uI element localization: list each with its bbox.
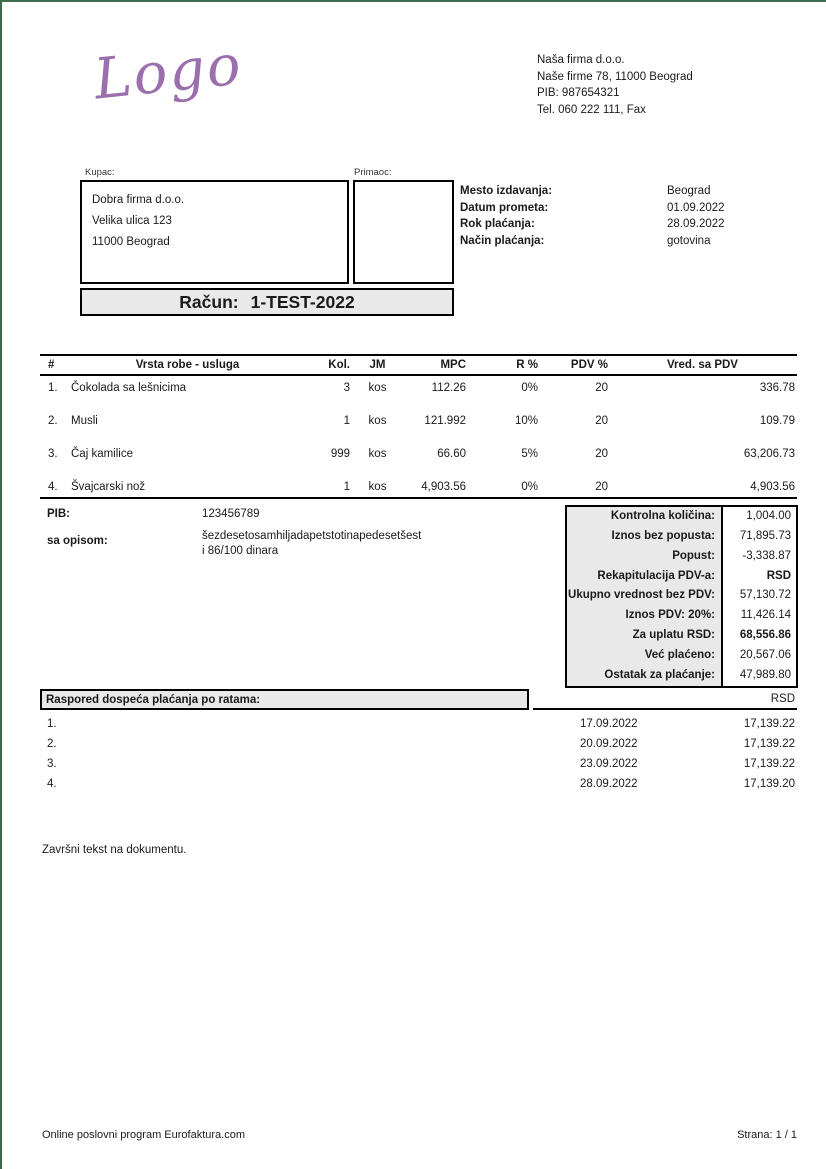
installment-num: 3.	[47, 758, 57, 770]
item-name: Čaj kamilice	[71, 448, 133, 460]
meta-value: 01.09.2022	[667, 201, 725, 214]
meta-label: Mesto izdavanja:	[460, 185, 553, 197]
summary-value: RSD	[723, 567, 796, 587]
summary-value: 20,567.06	[723, 646, 796, 666]
installments-currency: RSD	[770, 693, 795, 705]
item-unit: kos	[368, 382, 387, 394]
buyer-box	[80, 180, 349, 284]
invoice-title-bar	[80, 288, 454, 316]
col-name-header: Vrsta robe - usluga	[135, 359, 240, 371]
item-rebate: 0%	[521, 481, 538, 493]
buyer-pib-label: PIB:	[47, 508, 70, 520]
item-vat: 20	[595, 382, 608, 394]
item-num: 2.	[48, 415, 58, 427]
installment-date: 20.09.2022	[580, 738, 638, 750]
item-rebate: 0%	[521, 382, 538, 394]
col-num-header: #	[48, 359, 55, 371]
meta-value: Beograd	[667, 185, 711, 197]
invoice-number: 1-TEST-2022	[250, 291, 355, 312]
installment-row	[40, 774, 797, 794]
items-table	[40, 354, 797, 508]
company-logo: Logo	[91, 32, 246, 113]
items-table-bottom-rule	[40, 497, 797, 499]
installment-num: 2.	[47, 738, 57, 750]
item-row	[40, 475, 797, 508]
summary-label: Ukupno vrednost bez PDV:	[567, 586, 723, 606]
summary-value: -3,338.87	[723, 547, 796, 567]
installment-row	[40, 714, 797, 734]
item-unit: kos	[368, 481, 387, 493]
installments-header-label: Raspored dospeća plaćanja po ratama:	[46, 693, 261, 706]
item-row	[40, 376, 797, 409]
summary-label: Kontrolna količina:	[567, 507, 723, 527]
meta-row	[460, 200, 725, 217]
item-total: 336.78	[759, 382, 795, 394]
summary-label: Za uplatu RSD:	[567, 626, 723, 646]
col-vat-header: PDV %	[570, 359, 608, 371]
item-num: 1.	[48, 382, 58, 394]
summary-label: Iznos bez popusta:	[567, 527, 723, 547]
amount-in-words-value	[202, 529, 421, 558]
item-qty: 1	[343, 415, 350, 427]
item-qty: 999	[330, 448, 350, 460]
issuer-company-block	[537, 52, 693, 118]
installment-date: 23.09.2022	[580, 758, 638, 770]
item-unit: kos	[368, 448, 387, 460]
buyer-name: Dobra firma d.o.o.	[92, 194, 185, 206]
item-price: 121.992	[424, 415, 466, 427]
issuer-tel: Tel. 060 222 111, Fax	[537, 103, 646, 116]
meta-row	[460, 183, 725, 200]
summary-value: 57,130.72	[723, 586, 796, 606]
recipient-box	[353, 180, 454, 284]
item-row	[40, 442, 797, 475]
installments-currency-rule	[533, 708, 797, 710]
closing-text: Završni tekst na dokumentu.	[42, 844, 187, 856]
summary-label: Iznos PDV: 20%:	[567, 606, 723, 626]
item-qty: 1	[343, 481, 350, 493]
installments-header-box	[40, 689, 529, 710]
item-rebate: 5%	[521, 448, 538, 460]
summary-label: Popust:	[567, 547, 723, 567]
summary-value: 68,556.86	[723, 626, 796, 646]
item-vat: 20	[595, 481, 608, 493]
meta-value: gotovina	[667, 234, 711, 247]
col-jm-header: JM	[369, 359, 386, 371]
meta-row	[460, 233, 725, 250]
item-total: 63,206.73	[743, 448, 795, 460]
totals-summary-box	[565, 505, 798, 688]
primaoc-label: Primaoc:	[354, 167, 392, 178]
item-qty: 3	[343, 382, 350, 394]
installment-amount: 17,139.22	[743, 738, 795, 750]
item-price: 112.26	[431, 382, 466, 394]
item-rebate: 10%	[514, 415, 538, 427]
summary-value: 11,426.14	[723, 606, 796, 626]
invoice-meta	[460, 183, 725, 249]
meta-label: Rok plaćanja:	[460, 218, 535, 230]
buyer-street: Velika ulica 123	[92, 215, 172, 227]
installment-amount: 17,139.22	[743, 758, 795, 770]
invoice-title-label: Račun:	[179, 291, 239, 312]
installment-num: 4.	[47, 778, 57, 790]
col-total-header: Vred. sa PDV	[667, 359, 738, 371]
col-mpc-header: MPC	[440, 359, 466, 371]
meta-value: 28.09.2022	[667, 218, 725, 230]
installment-row	[40, 754, 797, 774]
summary-value: 1,004.00	[723, 507, 796, 527]
item-vat: 20	[595, 415, 608, 427]
items-table-header	[40, 354, 797, 376]
installment-row	[40, 734, 797, 754]
amount-in-words-line1: šezdesetosamhiljadapetstotinapedesetšest	[202, 530, 422, 542]
item-total: 4,903.56	[750, 481, 795, 493]
summary-value: 47,989.80	[723, 666, 796, 686]
issuer-name: Naša firma d.o.o.	[537, 54, 625, 66]
item-unit: kos	[368, 415, 387, 427]
installment-amount: 17,139.20	[743, 778, 795, 790]
summary-label: Rekapitulacija PDV-a:	[567, 567, 723, 587]
installment-num: 1.	[47, 718, 57, 730]
item-num: 4.	[48, 481, 58, 493]
installments-list	[40, 714, 797, 794]
issuer-address: Naše firme 78, 11000 Beograd	[537, 70, 693, 83]
summary-value: 71,895.73	[723, 527, 796, 547]
amount-in-words-label: sa opisom:	[47, 535, 108, 547]
installment-date: 17.09.2022	[580, 718, 638, 730]
item-price: 66.60	[437, 448, 466, 460]
footer-page-number: Strana: 1 / 1	[737, 1129, 797, 1141]
item-name: Švajcarski nož	[71, 481, 146, 493]
meta-label: Način plaćanja:	[460, 234, 545, 247]
item-name: Čokolada sa lešnicima	[71, 382, 187, 394]
buyer-pib-value: 123456789	[202, 508, 260, 520]
col-qty-header: Kol.	[328, 359, 350, 371]
summary-label: Već plaćeno:	[567, 646, 723, 666]
installment-date: 28.09.2022	[580, 778, 638, 790]
kupac-label: Kupac:	[85, 167, 115, 178]
item-price: 4,903.56	[421, 481, 466, 493]
meta-label: Datum prometa:	[460, 201, 549, 214]
col-rebate-header: R %	[516, 359, 538, 371]
issuer-pib: PIB: 987654321	[537, 87, 620, 99]
summary-label: Ostatak za plaćanje:	[567, 666, 723, 686]
footer-program-text: Online poslovni program Eurofaktura.com	[42, 1129, 245, 1141]
item-num: 3.	[48, 448, 58, 460]
item-vat: 20	[595, 448, 608, 460]
item-name: Musli	[71, 415, 98, 427]
item-total: 109.79	[759, 415, 795, 427]
installment-amount: 17,139.22	[743, 718, 795, 730]
item-row	[40, 409, 797, 442]
amount-in-words-line2: i 86/100 dinara	[202, 544, 279, 557]
buyer-city: 11000 Beograd	[92, 236, 170, 248]
meta-row	[460, 216, 725, 233]
